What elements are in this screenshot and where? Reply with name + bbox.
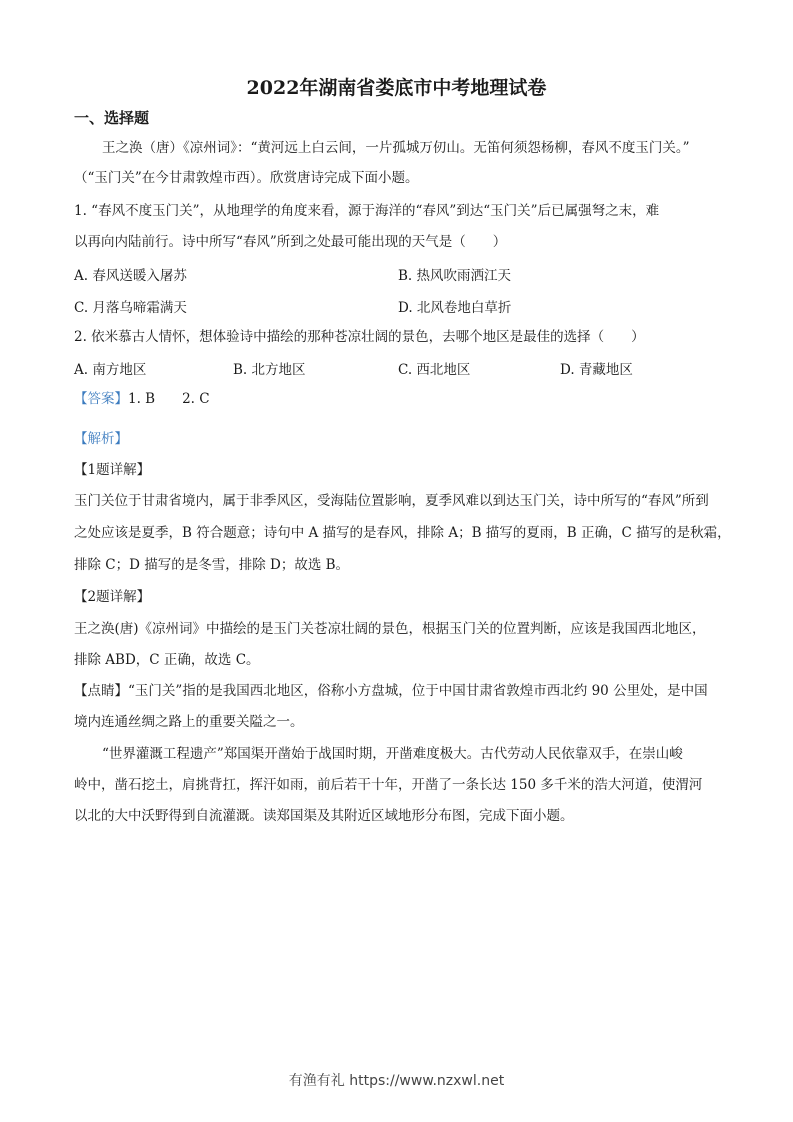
detail-2-text: 排除 ABD，C 正确，故选 C。 <box>74 652 260 668</box>
answer-label: 【答案】 <box>74 391 128 407</box>
answer-text: 1. B 2. C <box>128 391 210 407</box>
footer-watermark: 有渔有礼 https://www.nzxwl.net <box>288 1073 505 1089</box>
section-heading: 一、选择题 <box>74 109 150 127</box>
intro-2-line: 岭中，凿石挖土，肩挑背扛，挥汗如雨，前后若干十年，开凿了一条长达 150 多千米的浩大河道，使渭河 <box>74 777 703 793</box>
intro-2-line: “世界灌溉工程遗产”郑国渠开凿始于战国时期，开凿难度极大。古代劳动人民依靠双手，在崇山峻 <box>102 746 683 762</box>
question-2: 2. 依米慕古人情怀，想体验诗中描绘的那种苍凉壮阔的景色，去哪个地区是最佳的选择（ ） <box>74 329 645 345</box>
question-1: 1. “春风不度玉门关”，从地理学的角度来看，源于海洋的“春风”到达“玉门关”后已属强弩之末，难 <box>74 203 660 219</box>
detail-2-text: 王之涣(唐)《凉州词》中描绘的是玉门关苍凉壮阔的景色，根据玉门关的位置判断，应该是我国西北地区， <box>74 621 706 637</box>
detail-2-label: 【2题详解】 <box>74 589 151 605</box>
intro-2-line: 以北的大中沃野得到自流灌溉。读郑国渠及其附近区域地形分布图，完成下面小题。 <box>74 808 574 824</box>
detail-1-text: 玉门关位于甘肃省境内，属于非季风区，受海陆位置影响，夏季风难以到达玉门关，诗中所写的“春风”所到 <box>74 493 709 509</box>
answer <box>74 389 210 409</box>
detail-1-text: 排除 C；D 描写的是冬雪，排除 D；故选 B。 <box>74 557 350 573</box>
page-title: 2022年湖南省娄底市中考地理试卷 <box>246 77 547 99</box>
detail-1-label: 【1题详解】 <box>74 462 151 478</box>
detail-1-text: 之处应该是夏季，B 符合题意；诗句中 A 描写的是春风，排除 A；B 描写的夏雨，B 正确，C 描写的是秋霜， <box>74 525 731 541</box>
analysis-label: 【解析】 <box>74 431 128 447</box>
question-1: 以再向内陆前行。诗中所写“春风”所到之处最可能出现的天气是（ ） <box>74 234 507 250</box>
option-c: C. 月落乌啼霜满天 <box>74 300 187 316</box>
option-c: C. 西北地区 <box>398 362 471 378</box>
option-a: A. 春风送暖入屠苏 <box>74 268 187 284</box>
tip-text: 境内连通丝绸之路上的重要关隘之一。 <box>74 714 304 730</box>
intro-line: 王之涣（唐）《凉州词》：“黄河远上白云间，一片孤城万仞山。无笛何须怨杨柳，春风不度玉门关。” <box>102 140 690 156</box>
option-d: D. 北风卷地白草折 <box>398 300 512 316</box>
option-b: B. 北方地区 <box>233 362 306 378</box>
option-b: B. 热风吹雨洒江天 <box>398 268 512 284</box>
option-d: D. 青藏地区 <box>560 362 633 378</box>
tip-text: 【点睛】“玉门关”指的是我国西北地区，俗称小方盘城，位于中国甘肃省敦煌市西北约 90 公里处，是中国 <box>74 683 708 699</box>
option-a: A. 南方地区 <box>74 362 147 378</box>
intro-line: （“玉门关”在今甘肃敦煌市西）。欣赏唐诗完成下面小题。 <box>74 170 419 186</box>
